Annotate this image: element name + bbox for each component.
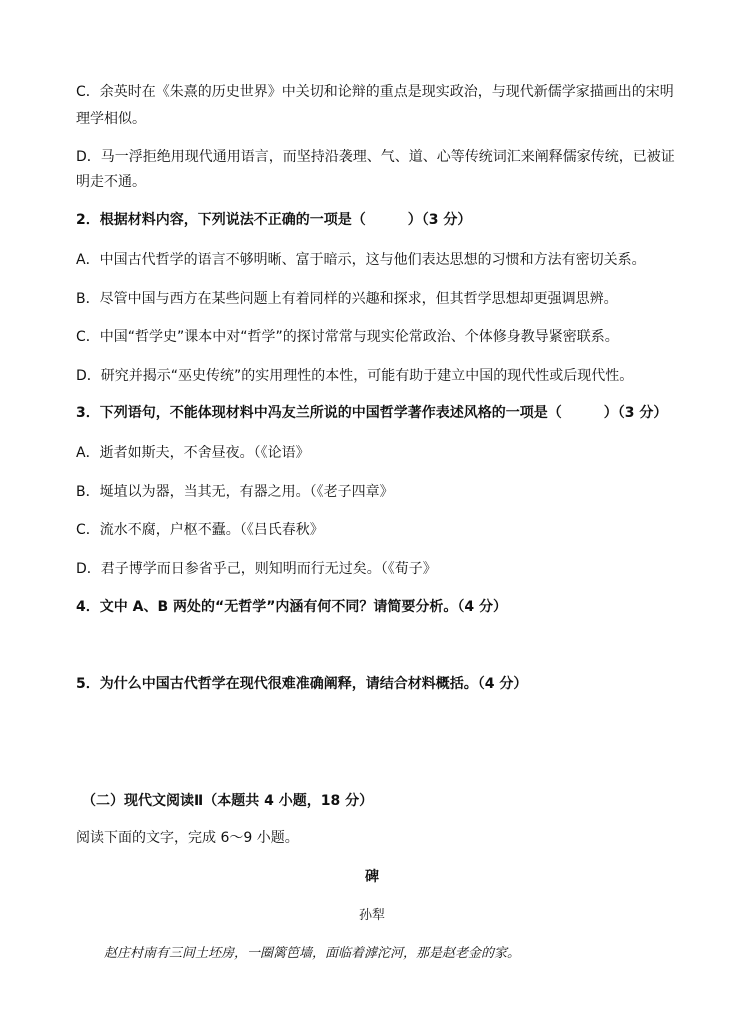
q2-option-d: D．研究并揭示“巫史传统”的实用理性的本性，可能有助于建立中国的现代性或后现代性。 [76,368,634,384]
question-5-stem: 5．为什么中国古代哲学在现代很难准确阐释，请结合材料概括。（4 分） [76,676,528,692]
question-3-stem: 3．下列语句，不能体现材料中冯友兰所说的中国哲学著作表述风格的一项是（ ）（3 分） [76,405,668,421]
q2-option-c: C．中国“哲学史”课本中对“哲学”的探讨常常与现实伦常政治、个体修身教导紧密联系。 [76,329,619,345]
article-title: 碑 [365,869,379,885]
q2-option-a: A．中国古代哲学的语言不够明晰、富于暗示，这与他们表达思想的习惯和方法有密切关系。 [76,252,646,268]
section-2-instruction: 阅读下面的文字，完成 6～9 小题。 [76,830,299,846]
q1-option-c-line1: C．余英时在《朱熹的历史世界》中关切和论辩的重点是现实政治，与现代新儒学家描画出的宋明 [76,84,674,100]
q3-option-d: D．君子博学而日参省乎己，则知明而行无过矣。（《荀子》 [76,561,437,577]
q1-option-d-line2: 明走不通。 [76,174,146,190]
section-2-heading: （二）现代文阅读Ⅱ（本题共 4 小题，18 分） [82,793,374,809]
q3-option-b: B．埏埴以为器，当其无，有器之用。（《老子四章》 [76,484,394,500]
article-author: 孙犁 [358,908,385,923]
q1-option-c-line2: 理学相似。 [76,111,146,127]
article-first-line: 赵庄村南有三间土坯房，一圈篱笆墙，面临着滹沱河，那是赵老金的家。 [104,946,521,961]
question-2-stem: 2．根据材料内容，下列说法不正确的一项是（ ）（3 分） [76,212,472,228]
q2-option-b: B．尽管中国与西方在某些问题上有着同样的兴趣和探求，但其哲学思想却更强调思辨。 [76,291,618,307]
q1-option-d-line1: D．马一浮拒绝用现代通用语言，而坚持沿袭理、气、道、心等传统词汇来阐释儒家传统，已被证 [76,149,675,165]
question-4-stem: 4．文中 A、B 两处的“无哲学”内涵有何不同？请简要分析。（4 分） [76,599,508,615]
q3-option-a: A．逝者如斯夫，不舍昼夜。（《论语》 [76,445,310,461]
q3-option-c: C．流水不腐，户枢不蠹。（《吕氏春秋》 [76,522,324,538]
